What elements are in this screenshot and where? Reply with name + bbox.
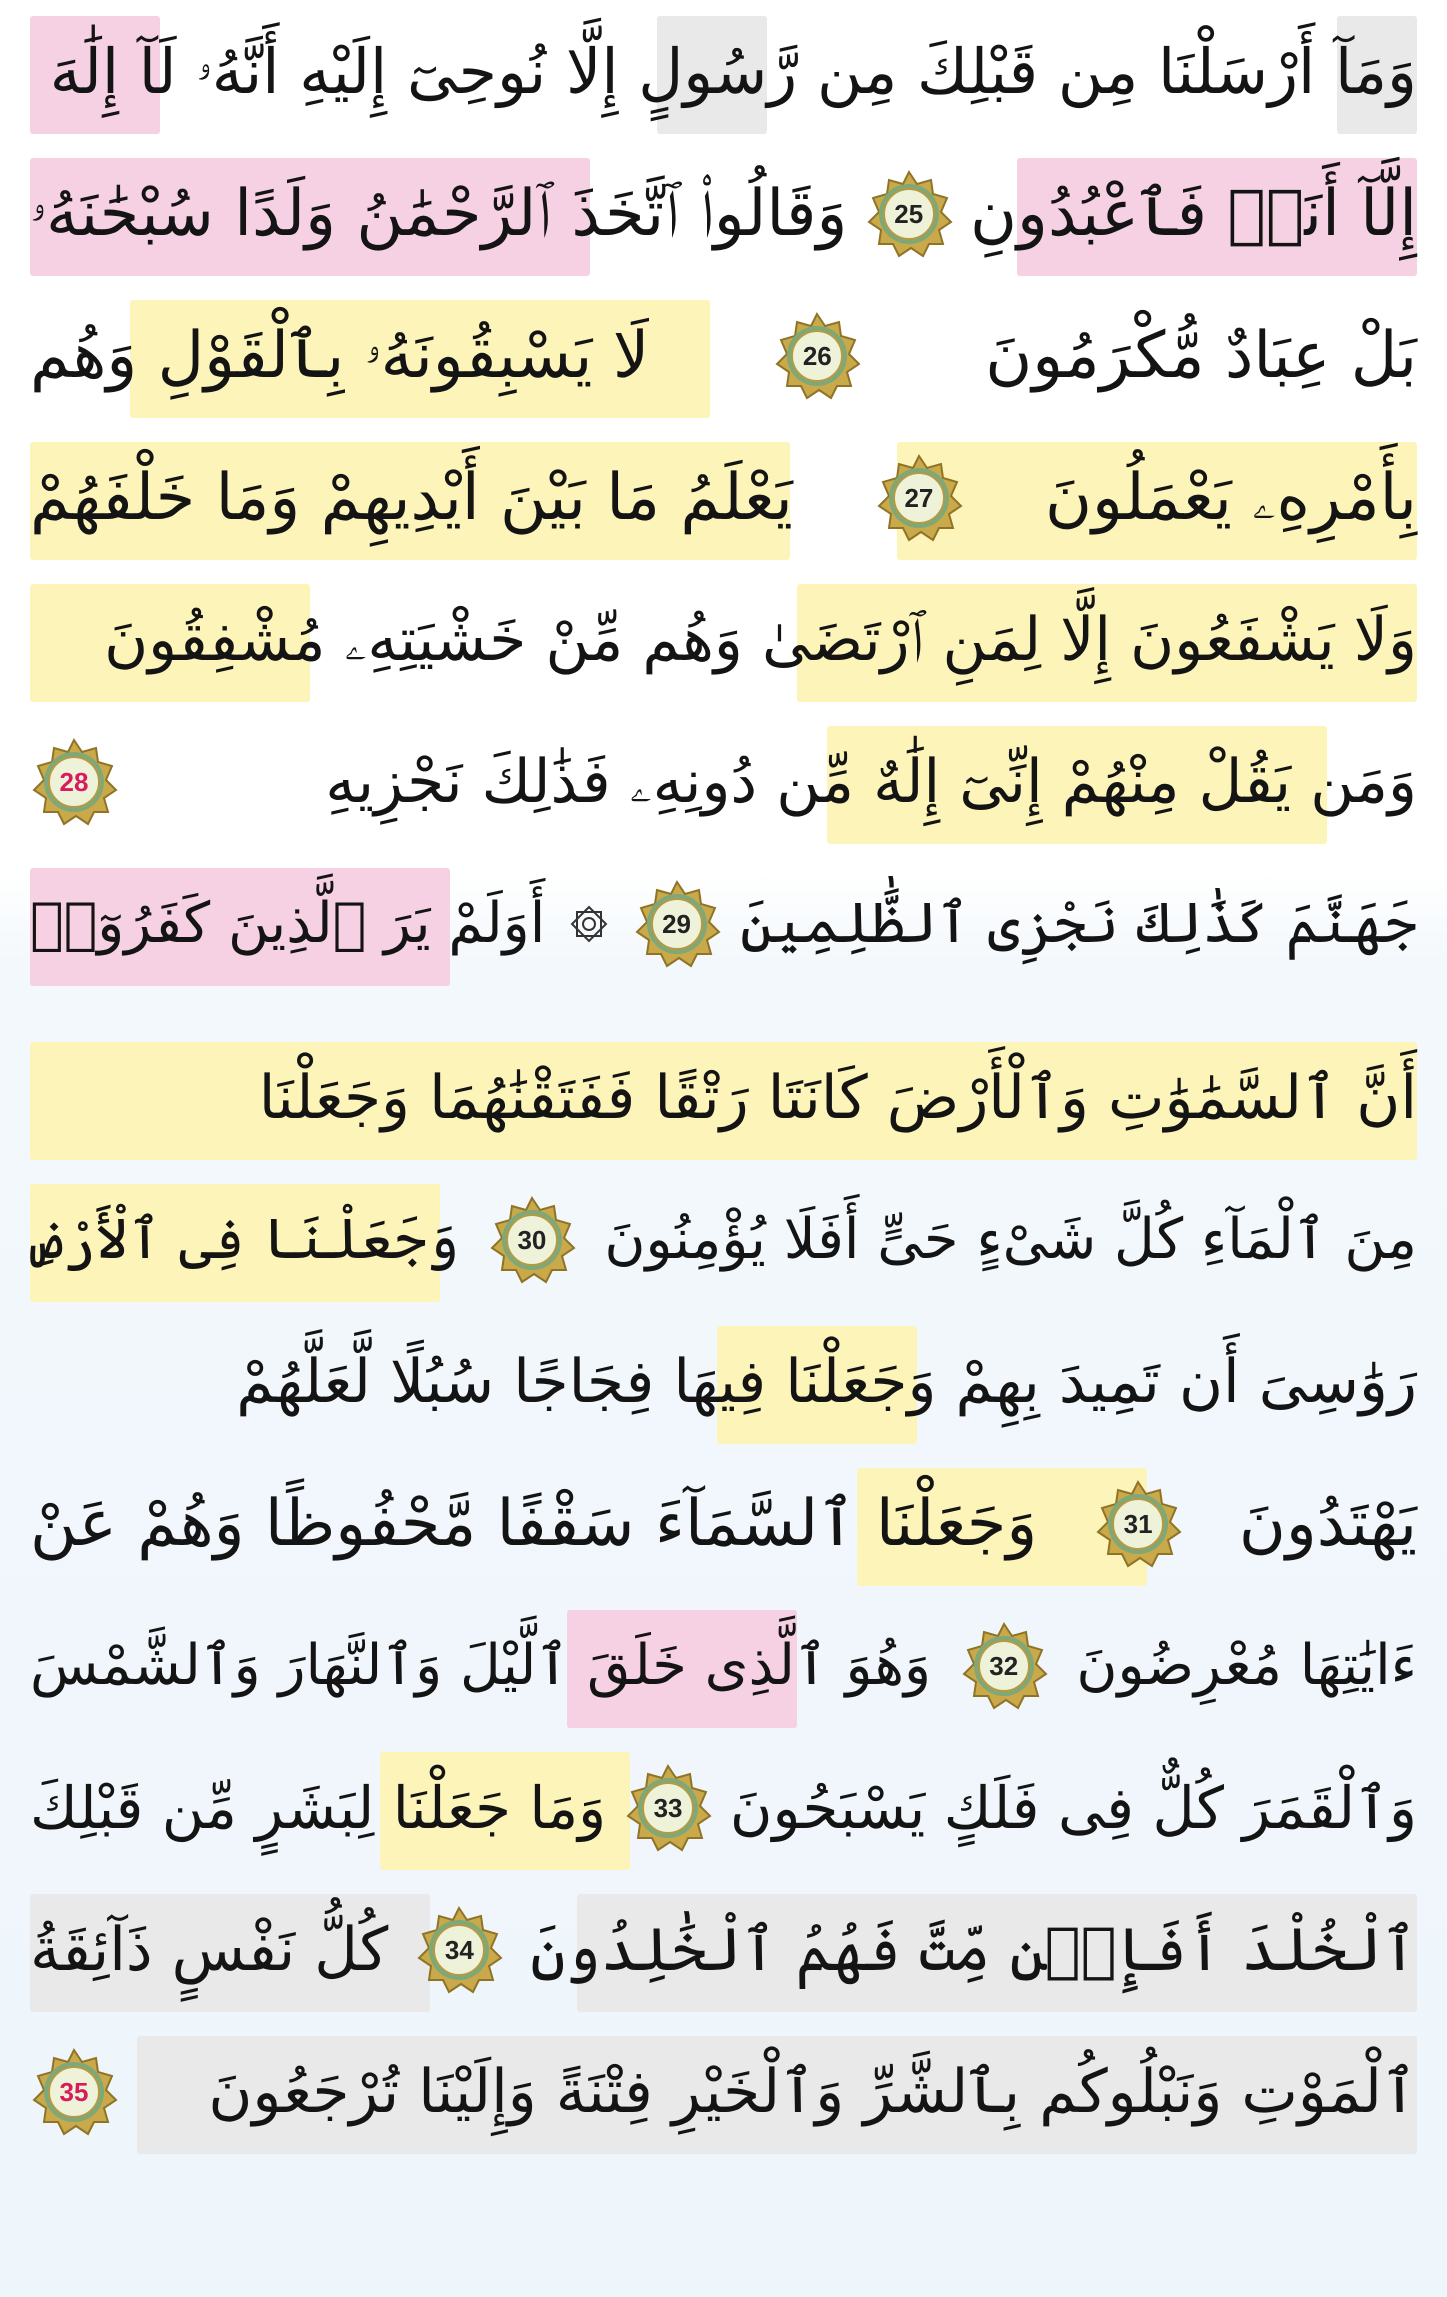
text-line: [30, 288, 1417, 424]
rub-el-hizb-icon: [565, 900, 613, 948]
text-line: [30, 2024, 1417, 2160]
verse-text: مِنَ ٱلْمَآءِ كُلَّ شَىْءٍ حَىٍّ أَفَلَا يُؤْمِنُونَ: [604, 1207, 1417, 1272]
verse-text: إِلَّآ أَنَا۠ فَٱعْبُدُونِ: [970, 177, 1417, 251]
verse-text: بِأَمْرِهِۦ يَعْمَلُونَ: [1044, 461, 1417, 535]
text-line: [30, 146, 1417, 282]
text-line: [30, 1172, 1417, 1308]
verse-text: وَمَا جَعَلْنَا لِبَشَرٍ مِّن قَبْلِكَ: [30, 1774, 607, 1842]
verse-text: وَجَعَلْنَا ٱلسَّمَآءَ سَقْفًا مَّحْفُوظًا وَهُمْ عَنْ: [30, 1487, 1038, 1561]
ayah-number: 28: [59, 766, 89, 797]
verse-text: ٱلْخُلْدَ أَفَإِي۟ن مِّتَّ فَهُمُ ٱلْخَٰلِدُونَ: [530, 1915, 1417, 1985]
verse-text: وَهُوَ ٱلَّذِى خَلَقَ ٱلَّيْلَ وَٱلنَّهَارَ وَٱلشَّمْسَ: [30, 1633, 932, 1698]
ayah-number: 33: [653, 1792, 683, 1823]
verse-text: يَهْتَدُونَ: [1238, 1487, 1417, 1561]
ayah-end-marker: [624, 1764, 712, 1852]
verse-text: وَجَعَلْنَا فِى ٱلْأَرْضِ: [30, 1207, 460, 1272]
ayah-end-marker: [875, 454, 963, 542]
verse-text: وَقَالُوا۟ ٱتَّخَذَ ٱلرَّحْمَٰنُ وَلَدًا سُبْحَٰنَهُۥ: [30, 177, 848, 251]
ayah-number: 32: [989, 1650, 1019, 1681]
ayah-number: 27: [904, 482, 934, 513]
ayah-end-marker: [773, 312, 861, 400]
ayah-number: 34: [444, 1934, 474, 1965]
ayah-number: 30: [517, 1224, 547, 1255]
verse-text: وَٱلْقَمَرَ كُلٌّ فِى فَلَكٍ يَسْبَحُونَ: [729, 1774, 1417, 1842]
verse-text: وَمَآ أَرْسَلْنَا مِن قَبْلِكَ مِن رَّسُولٍ إِلَّا نُوحِىٓ إِلَيْهِ أَنَّهُۥ لَآ إِلَٰهَ: [49, 35, 1417, 108]
verse-text: ٱلْمَوْتِ وَنَبْلُوكُم بِٱلشَّرِّ وَٱلْخَيْرِ فِتْنَةً وَإِلَيْنَا تُرْجَعُونَ: [208, 2057, 1417, 2127]
ayah-end-marker: [633, 880, 721, 968]
verse-text: رَوَٰسِىَ أَن تَمِيدَ بِهِمْ وَجَعَلْنَا فِيهَا فِجَاجًا سُبُلًا لَّعَلَّهُمْ: [236, 1347, 1417, 1417]
verse-text: بَلْ عِبَادٌ مُّكْرَمُونَ: [985, 319, 1417, 393]
ayah-end-marker: [30, 738, 118, 826]
text-line: [30, 714, 1417, 850]
verse-text: أَوَلَمْ يَرَ ٱلَّذِينَ كَفَرُوٓا۟: [30, 891, 546, 956]
verse-text: أَنَّ ٱلسَّمَٰوَٰتِ وَٱلْأَرْضَ كَانَتَا رَتْقًا فَفَتَقْنَٰهُمَا وَجَعَلْنَا: [258, 1063, 1417, 1133]
ayah-number: 35: [59, 2076, 89, 2107]
ayah-number: 29: [662, 908, 691, 939]
verse-text: جَهَنَّمَ كَذَٰلِكَ نَجْزِى ٱلظَّٰلِمِينَ: [740, 891, 1417, 956]
text-line: [30, 1030, 1417, 1166]
verse-text: يَعْلَمُ مَا بَيْنَ أَيْدِيهِمْ وَمَا خَلْفَهُمْ: [30, 461, 793, 535]
ayah-end-marker: [960, 1622, 1048, 1710]
text-line: [30, 1598, 1417, 1734]
verse-text: لَا يَسْبِقُونَهُۥ بِٱلْقَوْلِ وَهُم: [30, 319, 650, 393]
text-line: [30, 1882, 1417, 2018]
text-line: [30, 1314, 1417, 1450]
ayah-number: 25: [894, 198, 924, 229]
ayah-number: 26: [802, 340, 832, 371]
verse-text: كُلُّ نَفْسٍ ذَآئِقَةُ: [30, 1915, 389, 1985]
ayah-end-marker: [1094, 1480, 1182, 1568]
verse-text: ءَايَٰتِهَا مُعْرِضُونَ: [1076, 1633, 1417, 1698]
ayah-end-marker: [488, 1196, 576, 1284]
text-line: [30, 856, 1417, 992]
verse-text: وَلَا يَشْفَعُونَ إِلَّا لِمَنِ ٱرْتَضَىٰ وَهُم مِّنْ خَشْيَتِهِۦ مُشْفِقُونَ: [104, 605, 1417, 675]
text-line: [30, 4, 1417, 140]
text-line: [30, 1456, 1417, 1592]
ayah-end-marker: [30, 2048, 118, 2136]
ayah-end-marker: [415, 1906, 503, 1994]
verse-text: وَمَن يَقُلْ مِنْهُمْ إِنِّىٓ إِلَٰهٌ مِّن دُونِهِۦ فَذَٰلِكَ نَجْزِيهِ: [325, 747, 1417, 817]
text-line: [30, 1740, 1417, 1876]
ayah-end-marker: [865, 170, 953, 258]
text-line: [30, 572, 1417, 708]
ayah-number: 31: [1123, 1508, 1153, 1539]
text-line: [30, 430, 1417, 566]
